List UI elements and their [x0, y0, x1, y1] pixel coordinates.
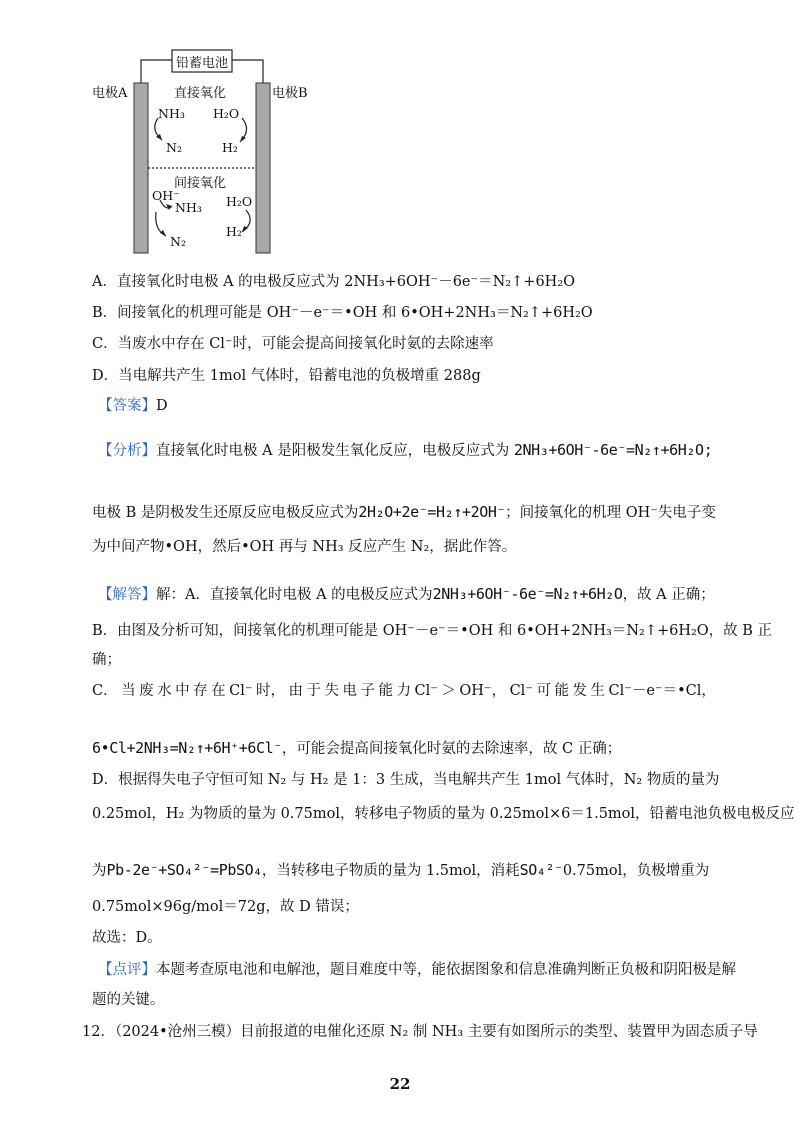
diagram-lines: [90, 40, 330, 260]
solution-d-formula: Pb-2e⁻+SO₄²⁻=PbSO₄: [106, 861, 262, 879]
electrode-a-label: 电极A: [92, 86, 128, 101]
solution-line-d1: D．根据得失电子守恒可知 N₂ 与 H₂ 是 1：3 生成，当电解共产生 1mol 气体时，N₂ 物质的量为: [92, 772, 720, 788]
solution-c-token: Cl⁻: [509, 683, 533, 699]
solution-c-token: 能: [378, 683, 393, 699]
solution-c-token: 失: [324, 683, 339, 699]
electrolysis-diagram: [90, 40, 330, 260]
option-c: C．当废水中存在 Cl⁻时，可能会提高间接氧化时氨的去除速率: [92, 336, 494, 352]
solution-line-d4: 0.75mol×96g/mol＝72g，故 D 错误；: [92, 899, 359, 915]
solution-c-token: 中: [175, 683, 190, 699]
solution-c-token: 在: [211, 683, 226, 699]
solution-d3-mid: ，当转移电子物质的量为 1.5mol，消耗: [261, 863, 520, 879]
solution-c-token: 于: [306, 683, 321, 699]
h2o-label-bottom: H₂O: [226, 194, 253, 209]
solution-line-c1: [92, 681, 716, 701]
battery-label: 铅蓄电池: [175, 56, 228, 71]
comment-text-1: 本题考查原电池和电解池，题目难度中等，能依据图象和信息准确判断正负极和阴阳极是解: [156, 962, 736, 978]
page-number: 22: [389, 1075, 411, 1093]
solution-c-token: Cl⁻－e⁻＝•Cl，: [608, 683, 716, 699]
solution-c-token: 存: [193, 683, 208, 699]
answer-value: D: [156, 398, 168, 414]
solution-c-token: ＞: [441, 683, 456, 699]
comment-tag: 【点评】: [98, 962, 156, 978]
solution-c-token: 水: [157, 683, 172, 699]
h2-label-bottom: H₂: [226, 224, 242, 239]
solution-c-token: 发: [572, 683, 587, 699]
indirect-oxidation-label: 间接氧化: [174, 176, 227, 191]
answer-tag: 【答案】: [98, 398, 156, 414]
solution-a-formula: 2NH₃+6OH⁻-6e⁻=N₂↑+6H₂O: [432, 585, 623, 603]
solution-c-token: 能: [554, 683, 569, 699]
answer-line: [98, 396, 168, 416]
solution-c-token: 子: [360, 683, 375, 699]
analysis-tag: 【分析】: [98, 443, 156, 459]
option-d: D．当电解共产生 1mol 气体时，铅蓄电池的负极增重 288g: [92, 368, 481, 384]
n2-label-top: N₂: [166, 140, 182, 155]
solution-d3-prefix: 为: [92, 863, 107, 879]
option-b: B．间接氧化的机理可能是 OH⁻－e⁻＝•OH 和 6•OH+2NH₃＝N₂↑+6H₂O: [92, 305, 593, 321]
solution-c-token: 力: [396, 683, 411, 699]
option-a: A．直接氧化时电极 A 的电极反应式为 2NH₃+6OH⁻－6e⁻＝N₂↑+6H₂O: [92, 274, 576, 290]
solution-c-token: 当: [121, 683, 136, 699]
analysis-line-3: 为中间产物•OH，然后•OH 再与 NH₃ 反应产生 N₂，据此作答。: [92, 539, 517, 555]
nh3-label-top: NH₃: [158, 106, 185, 121]
solution-c-token: Cl⁻: [414, 683, 438, 699]
solution-c-token: 可: [536, 683, 551, 699]
solution-c-token: 电: [342, 683, 357, 699]
solution-d3-end: 0.75mol，负极增重为: [562, 863, 710, 879]
analysis-formula-2: 2H₂O+2e⁻=H₂↑+2OH⁻: [358, 503, 506, 521]
direct-oxidation-label: 直接氧化: [174, 86, 227, 101]
solution-c-formula: 6•Cl+2NH₃=N₂↑+6H⁺+6Cl⁻: [92, 739, 282, 757]
solution-line-c2: [92, 738, 621, 759]
solution-line-b1: B．由图及分析可知，间接氧化的机理可能是 OH⁻－e⁻＝•OH 和 6•OH+2NH₃＝N₂↑+6H₂O，故 B 正: [92, 623, 773, 639]
analysis-formula-1: 2NH₃+6OH⁻-6e⁻=N₂↑+6H₂O;: [513, 441, 713, 459]
solution-line-b2: 确；: [92, 652, 121, 668]
analysis-text-1: 直接氧化时电极 A 是阳极发生氧化反应，电极反应式为: [156, 443, 510, 459]
analysis-line-2: [92, 502, 716, 523]
solution-c-token: 时，: [256, 683, 285, 699]
solution-a-text: 解：A．直接氧化时电极 A 的电极反应式为: [156, 587, 433, 603]
analysis-text-3: ；间接氧化的机理 OH⁻失电子变: [505, 505, 716, 521]
solution-c-token: 废: [139, 683, 154, 699]
solution-c-token: 生: [590, 683, 605, 699]
analysis-text-2: 电极 B 是阴极发生还原反应电极反应式为: [92, 505, 359, 521]
nh3-label-bottom: NH₃: [175, 200, 202, 215]
solution-c-token: C．: [92, 683, 118, 699]
electrode-b-label: 电极B: [272, 86, 308, 101]
comment-line-2: 题的关键。: [92, 992, 165, 1008]
analysis-line-1: [98, 440, 712, 461]
h2-label-top: H₂: [222, 140, 238, 155]
solution-d-formula-2: SO₄²⁻: [519, 861, 563, 879]
solution-tag: 【解答】: [98, 587, 156, 603]
solution-c-token: 由: [288, 683, 303, 699]
solution-a-end: ，故 A 正确；: [622, 587, 715, 603]
solution-line-d2: 0.25mol，H₂ 为物质的量为 0.75mol，转移电子物质的量为 0.25mol×6＝1.5mol，铅蓄电池负极电极反应: [92, 806, 795, 822]
solution-c-token: Cl⁻: [229, 683, 253, 699]
solution-choice: 故选：D。: [92, 930, 162, 946]
comment-line-1: [98, 960, 736, 980]
solution-line-a: [98, 584, 715, 605]
solution-c-token: OH⁻，: [459, 683, 507, 699]
h2o-label-top: H₂O: [213, 106, 240, 121]
solution-line-d3: [92, 860, 709, 881]
solution-c-end: ，可能会提高间接氧化时氨的去除速率，故 C 正确；: [281, 741, 622, 757]
n2-label-bottom: N₂: [170, 234, 186, 249]
oh-label: OH⁻: [152, 188, 180, 203]
next-question: 12．（2024•沧州三模）目前报道的电催化还原 N₂ 制 NH₃ 主要有如图所示的类型、装置甲为固态质子导: [82, 1024, 758, 1040]
